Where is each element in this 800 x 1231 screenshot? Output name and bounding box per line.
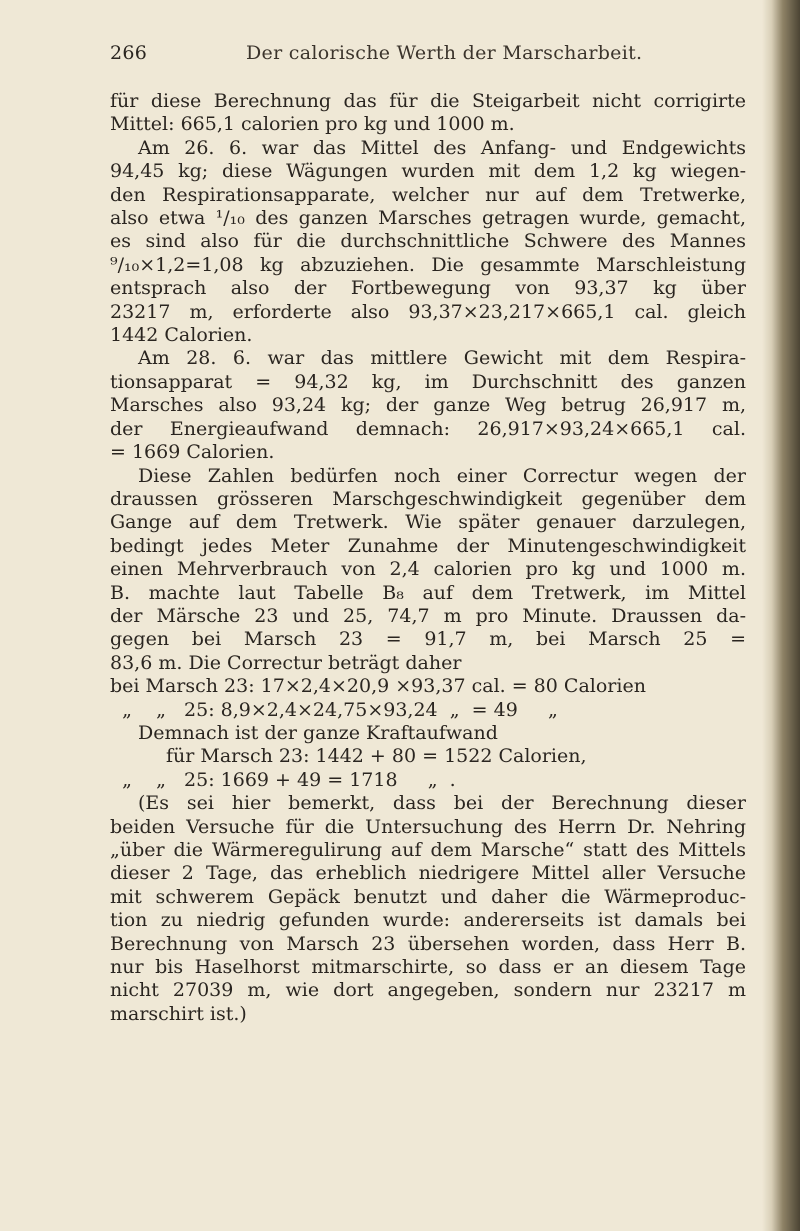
text-line: mit schwerem Gepäck benutzt und daher die Wärmeproduc- xyxy=(110,885,746,908)
text-line: für Marsch 23: 1442 + 80 = 1522 Calorien, xyxy=(166,745,587,768)
text-line: 1442 Calorien. xyxy=(110,324,253,347)
text-line: bei Marsch 23: 17×2,4×20,9 ×93,37 cal. = 80 Calorien xyxy=(110,675,646,698)
text-line: der Märsche 23 und 25, 74,7 m pro Minute. Draussen da- xyxy=(110,604,746,627)
text-line: B. machte laut Tabelle B₈ auf dem Tretwerk, im Mittel xyxy=(110,581,746,604)
text-line: marschirt ist.) xyxy=(110,1002,247,1025)
text-line: nicht 27039 m, wie dort angegeben, sondern nur 23217 m xyxy=(110,979,746,1002)
text-line: Gange auf dem Tretwerk. Wie später genauer darzulegen, xyxy=(110,511,746,534)
text-line: ⁹/₁₀×1,2=1,08 kg abzuziehen. Die gesammte Marschleistung xyxy=(110,253,746,276)
text-line: Mittel: 665,1 calorien pro kg und 1000 m. xyxy=(110,113,515,136)
text-line: Am 28. 6. war das mittlere Gewicht mit dem Respira- xyxy=(138,347,746,370)
page-edge-shadow xyxy=(762,0,800,1231)
text-line: 94,45 kg; diese Wägungen wurden mit dem 1,2 kg wiegen- xyxy=(110,160,746,183)
text-line: „über die Wärmeregulirung auf dem Marsche“ statt des Mittels xyxy=(110,839,746,861)
body-text xyxy=(110,90,746,1026)
text-line: den Respirationsapparate, welcher nur auf dem Tretwerke, xyxy=(110,183,746,206)
text-line: Marsches also 93,24 kg; der ganze Weg betrug 26,917 m, xyxy=(110,394,746,417)
text-line: Berechnung von Marsch 23 übersehen worden, dass Herr B. xyxy=(110,932,746,955)
text-line: bedingt jedes Meter Zunahme der Minutengeschwindigkeit xyxy=(110,534,746,557)
text-line: 23217 m, erforderte also 93,37×23,217×665,1 cal. gleich xyxy=(110,300,746,323)
text-line: Am 26. 6. war das Mittel des Anfang- und Endgewichts xyxy=(138,136,746,159)
text-line: draussen grösseren Marschgeschwindigkeit gegenüber dem xyxy=(110,487,746,510)
text-line: Diese Zahlen bedürfen noch einer Correctur wegen der xyxy=(138,464,746,487)
text-line: gegen bei Marsch 23 = 91,7 m, bei Marsch 25 = xyxy=(110,628,746,651)
text-line: (Es sei hier bemerkt, dass bei der Berechnung dieser xyxy=(138,792,746,815)
text-line: es sind also für die durchschnittliche Schwere des Mannes xyxy=(110,230,746,253)
text-line: = 1669 Calorien. xyxy=(110,441,275,464)
text-line: nur bis Haselhorst mitmarschirte, so dass er an diesem Tage xyxy=(110,956,746,979)
text-line: beiden Versuche für die Untersuchung des Herrn Dr. Nehring xyxy=(110,815,746,838)
page-number: 266 xyxy=(110,42,148,64)
text-line: tion zu niedrig gefunden wurde: andererseits ist damals bei xyxy=(110,909,746,932)
text-line: also etwa ¹/₁₀ des ganzen Marsches getragen wurde, gemacht, xyxy=(110,207,746,230)
text-line: dieser 2 Tage, das erheblich niedrigere Mittel aller Versuche xyxy=(110,862,746,885)
text-line: entsprach also der Fortbewegung von 93,37 kg über xyxy=(110,277,746,300)
text-line: „ „ 25: 1669 + 49 = 1718 „ . xyxy=(110,768,456,791)
text-line: der Energieaufwand demnach: 26,917×93,24×665,1 cal. xyxy=(110,417,746,440)
text-line: Demnach ist der ganze Kraftaufwand xyxy=(138,721,498,744)
text-line: 83,6 m. Die Correctur beträgt daher xyxy=(110,651,462,674)
running-title: Der calorische Werth der Marscharbeit. xyxy=(246,42,643,64)
text-line: tionsapparat = 94,32 kg, im Durchschnitt des ganzen xyxy=(110,370,746,393)
text-line: „ „ 25: 8,9×2,4×24,75×93,24 „ = 49 „ xyxy=(110,698,558,721)
text-line: für diese Berechnung das für die Steigarbeit nicht corrigirte xyxy=(110,90,746,112)
text-line: einen Mehrverbrauch von 2,4 calorien pro kg und 1000 m. xyxy=(110,558,746,581)
